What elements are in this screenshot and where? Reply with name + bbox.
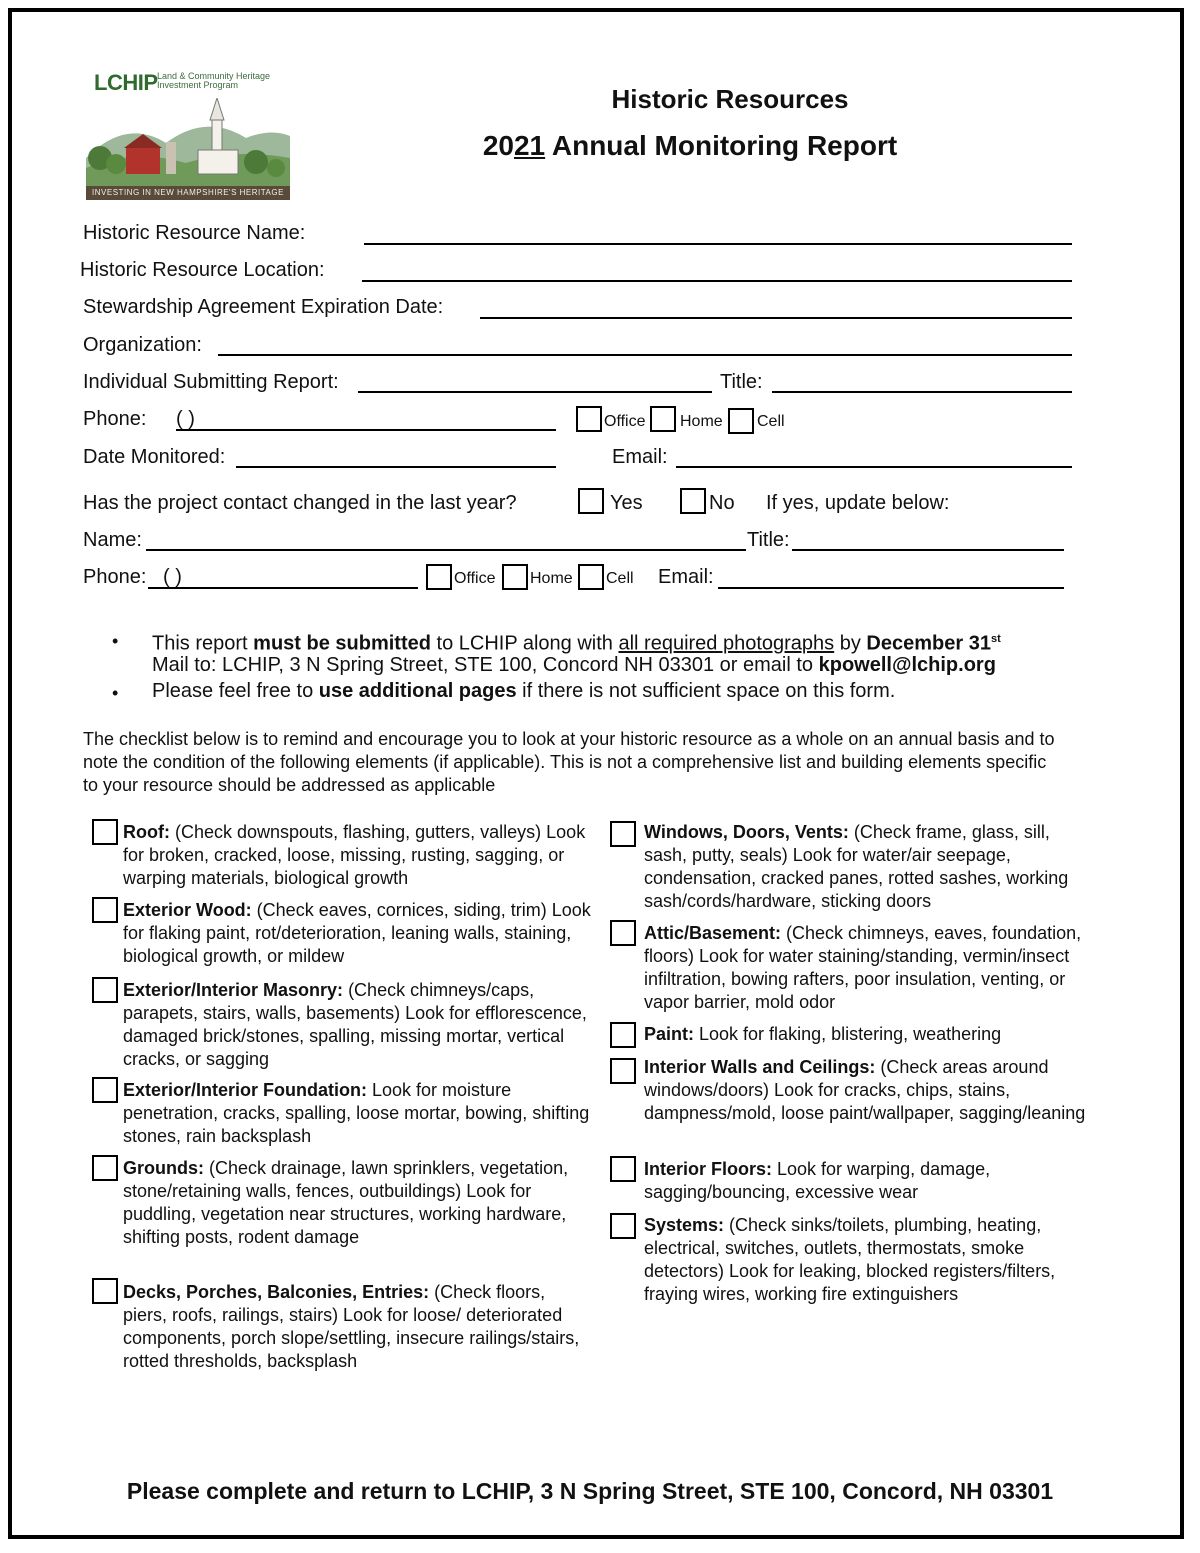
- checklist-windows: [644, 821, 1096, 913]
- b1-e: by: [834, 632, 867, 655]
- title-rest: Annual Monitoring Report: [545, 130, 898, 161]
- item-title: Windows, Doors, Vents:: [644, 822, 849, 842]
- email-field[interactable]: [676, 466, 1072, 468]
- no-label: No: [709, 492, 735, 514]
- item-title: Paint:: [644, 1024, 695, 1044]
- footer-return-address: Please complete and return to LCHIP, 3 N Spring Street, STE 100, Concord, NH 03301: [126, 1478, 1054, 1504]
- exterior-wood-checkbox[interactable]: [92, 897, 118, 923]
- if-yes-label: If yes, update below:: [766, 492, 950, 514]
- phone2-area-code: ( ): [163, 566, 182, 588]
- organization-label: Organization:: [83, 334, 202, 356]
- item-text: (Check eaves, cornices, siding, trim) Look for flaking paint, rot/deterioration, leaning walls, staining, biological growth, or mildew: [123, 900, 591, 966]
- email2-label: Email:: [658, 566, 714, 588]
- phone-label: Phone:: [83, 408, 147, 430]
- windows-checkbox[interactable]: [610, 821, 636, 847]
- phone-area-code: ( ): [176, 408, 195, 430]
- date-monitored-label: Date Monitored:: [83, 446, 226, 468]
- resource-name-label: Historic Resource Name:: [83, 222, 306, 244]
- masonry-checkbox[interactable]: [92, 977, 118, 1003]
- foundation-checkbox[interactable]: [92, 1077, 118, 1103]
- grounds-checkbox[interactable]: [92, 1155, 118, 1181]
- lchip-logo: [86, 68, 290, 200]
- phone2-field[interactable]: [148, 587, 418, 589]
- page-title: Historic Resources: [611, 84, 849, 114]
- office2-label: Office: [454, 570, 496, 587]
- checklist-foundation: [123, 1079, 591, 1148]
- cell-label: Cell: [757, 413, 785, 430]
- b2-b: use additional pages: [318, 680, 517, 702]
- checklist-intro: The checklist below is to remind and encourage you to look at your historic resource as a whole on an annual basis and to note the condition of the following elements (if applicable). This is not a comprehensive list and building elements specific to your resource should be addressed as applicable: [83, 729, 1055, 795]
- instruction-2: [152, 678, 895, 704]
- contact-changed-label: Has the project contact changed in the last year?: [83, 492, 517, 514]
- home-label: Home: [680, 413, 723, 430]
- yes-label: Yes: [610, 492, 643, 514]
- cell2-checkbox[interactable]: [578, 564, 604, 590]
- office2-checkbox[interactable]: [426, 564, 452, 590]
- item-text: (Check sinks/toilets, plumbing, heating, electrical, switches, outlets, thermostats, smoke detectors) Look for leaking, blocked registers/filters, fraying wires, working fire extinguishers: [644, 1215, 1056, 1304]
- title-field[interactable]: [772, 391, 1072, 393]
- individual-field[interactable]: [358, 391, 712, 393]
- contact-email-link[interactable]: kpowell@lchip.org: [818, 654, 996, 676]
- report-title: [460, 130, 920, 162]
- b1-b: must be submitted: [253, 632, 431, 655]
- attic-checkbox[interactable]: [610, 920, 636, 946]
- item-title: Roof:: [123, 822, 170, 842]
- b1-c: to LCHIP along with: [430, 632, 619, 655]
- b1-a: This report: [152, 632, 254, 655]
- item-text: (Check floors, piers, roofs, railings, stairs) Look for loose/ deteriorated components, porch slope/settling, insecure railings/stairs, rotted thresholds, backsplash: [123, 1282, 580, 1371]
- roof-checkbox[interactable]: [92, 819, 118, 845]
- year-prefix: 20: [482, 130, 514, 161]
- individual-label: Individual Submitting Report:: [83, 371, 339, 393]
- home2-checkbox[interactable]: [502, 564, 528, 590]
- title-label: Title:: [720, 371, 763, 393]
- expiration-field[interactable]: [480, 317, 1072, 319]
- checklist-paint: [644, 1023, 1096, 1046]
- phone-field[interactable]: [176, 429, 556, 431]
- checklist-grounds: [123, 1157, 591, 1249]
- item-text: (Check chimneys/caps, parapets, stairs, walls, basements) Look for efflorescence, damaged brick/stones, spalling, missing mortar, vertical cracks, or sagging: [123, 980, 587, 1069]
- item-text: (Check chimneys, eaves, foundation, floors) Look for water staining/standing, vermin/insect infiltration, bowing rafters, poor insulation, venting, or vapor barrier, mold odor: [644, 923, 1082, 1012]
- instruction-1-mail: [152, 652, 996, 678]
- decks-checkbox[interactable]: [92, 1278, 118, 1304]
- paint-checkbox[interactable]: [610, 1022, 636, 1048]
- checklist-interior-walls: [644, 1056, 1096, 1125]
- resource-name-field[interactable]: [364, 243, 1072, 245]
- item-title: Interior Walls and Ceilings:: [644, 1057, 876, 1077]
- resource-location-field[interactable]: [362, 280, 1072, 282]
- logo-wordmark: LCHIP: [94, 70, 158, 95]
- home2-label: Home: [530, 570, 573, 587]
- office-checkbox[interactable]: [576, 406, 602, 432]
- title2-field[interactable]: [792, 549, 1064, 551]
- checklist-decks: [123, 1281, 591, 1373]
- name-label: Name:: [83, 529, 142, 551]
- logo-tagline: INVESTING IN NEW HAMPSHIRE'S HERITAGE: [86, 186, 290, 200]
- village-illustration-icon: [86, 98, 290, 188]
- phone2-label: Phone:: [83, 566, 147, 588]
- b1-line2: Mail to: LCHIP, 3 N Spring Street, STE 100, Concord NH 03301 or email to: [152, 654, 819, 676]
- b1-f: December 31: [866, 632, 991, 655]
- year-suffix: 21: [513, 130, 546, 161]
- logo-subtitle: Land & Community Heritage Investment Program: [157, 71, 271, 90]
- item-title: Exterior Wood:: [123, 900, 252, 920]
- b1-d: all required photographs: [618, 632, 835, 655]
- item-title: Decks, Porches, Balconies, Entries:: [123, 1282, 430, 1302]
- resource-location-label: Historic Resource Location:: [80, 259, 325, 281]
- item-text: (Check frame, glass, sill, sash, putty, seals) Look for water/air seepage, condensation, cracked panes, rotted sashes, working sash/cords/hardware, sticking doors: [644, 822, 1069, 911]
- no-checkbox[interactable]: [680, 488, 706, 514]
- bullet-icon: •: [112, 631, 119, 651]
- interior-walls-checkbox[interactable]: [610, 1058, 636, 1084]
- date-monitored-field[interactable]: [236, 466, 556, 468]
- home-checkbox[interactable]: [650, 406, 676, 432]
- checklist-attic: [644, 922, 1096, 1014]
- item-text: (Check downspouts, flashing, gutters, valleys) Look for broken, cracked, loose, missing, rusting, sagging, or warping materials, biological growth: [123, 822, 586, 888]
- b2-a: Please feel free to: [152, 680, 319, 702]
- item-text: (Check areas around windows/doors) Look for cracks, chips, stains, dampness/mold, loose paint/wallpaper, sagging/leaning: [644, 1057, 1086, 1123]
- cell2-label: Cell: [606, 570, 634, 587]
- cell-checkbox[interactable]: [728, 408, 754, 434]
- yes-checkbox[interactable]: [578, 488, 604, 514]
- item-text: Look for moisture penetration, cracks, spalling, loose mortar, bowing, shifting stones, rain backsplash: [123, 1080, 590, 1146]
- office-label: Office: [604, 413, 646, 430]
- item-title: Exterior/Interior Masonry:: [123, 980, 344, 1000]
- item-text: Look for flaking, blistering, weathering: [694, 1024, 1002, 1044]
- b1-sup: st: [990, 633, 1001, 645]
- item-title: Exterior/Interior Foundation:: [123, 1080, 368, 1100]
- name-field[interactable]: [146, 549, 746, 551]
- checklist-roof: [123, 821, 591, 890]
- interior-floors-checkbox[interactable]: [610, 1156, 636, 1182]
- item-text: Look for warping, damage, sagging/bouncing, excessive wear: [644, 1159, 991, 1202]
- item-title: Interior Floors:: [644, 1159, 773, 1179]
- item-title: Attic/Basement:: [644, 923, 782, 943]
- item-text: (Check drainage, lawn sprinklers, vegetation, stone/retaining walls, fences, outbuildings) Look for puddling, vegetation near structures, working hardware, shifting posts, rodent damage: [123, 1158, 569, 1247]
- item-title: Grounds:: [123, 1158, 204, 1178]
- organization-field[interactable]: [218, 354, 1072, 356]
- bullet-icon: •: [112, 683, 119, 703]
- title2-label: Title:: [747, 529, 790, 551]
- item-title: Systems:: [644, 1215, 725, 1235]
- checklist-systems: [644, 1214, 1096, 1306]
- checklist-exterior-wood: [123, 899, 591, 968]
- expiration-label: Stewardship Agreement Expiration Date:: [83, 296, 444, 318]
- systems-checkbox[interactable]: [610, 1213, 636, 1239]
- b2-c: if there is not sufficient space on this form.: [516, 680, 896, 702]
- email2-field[interactable]: [718, 587, 1064, 589]
- email-label: Email:: [612, 446, 668, 468]
- checklist-interior-floors: [644, 1158, 1096, 1204]
- checklist-masonry: [123, 979, 591, 1071]
